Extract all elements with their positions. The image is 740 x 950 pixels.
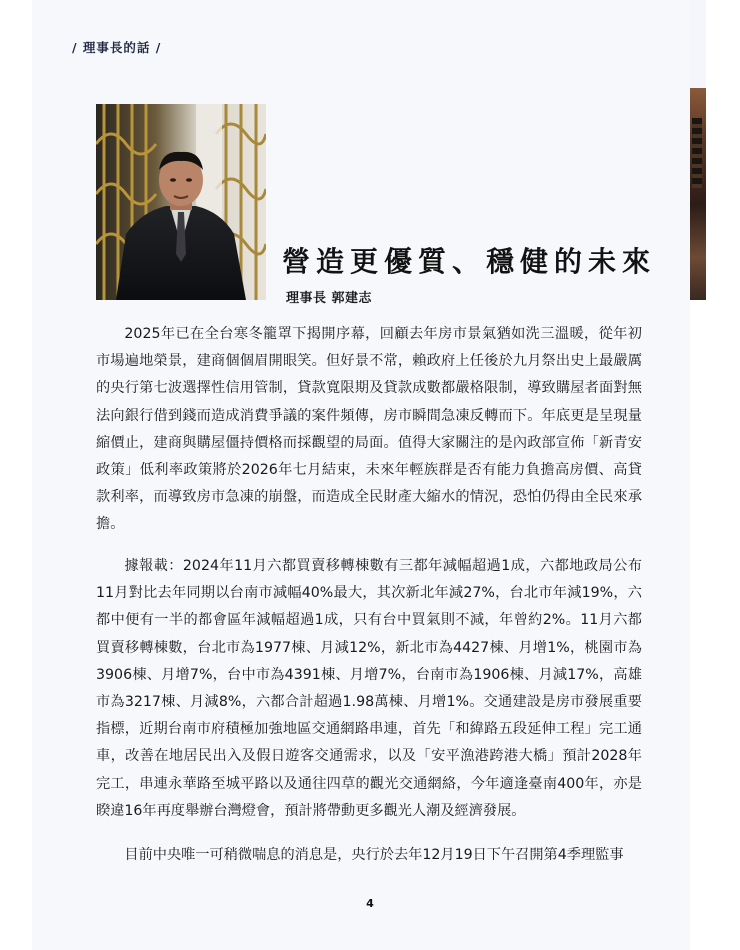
page-number: 4 xyxy=(366,897,374,910)
paragraph-2: 據報載：2024年11月六都買賣移轉棟數有三都年減幅超過1成，六都地政局公布11月對比去年同期以台南市減幅40%最大，其次新北年減27%，台北市年減19%，六都中便有一半的都會區年減幅超過1成，只有台中買氣則不減，年曾約2%。11月六都買賣移轉棟數，台北市為1977棟、月減12%，新北市為4427棟、月增1%，桃園市為3906棟、月增7%，台中市為4391棟、月增7%，台南市為1906棟、月減17%，高雄市為3217棟、月減8%，六都合計超過1.98萬棟、月增1%。交通建設是房市發展重要指標，近期台南市府積極加強地區交通網路串連，首先「和緯路五段延伸工程」完工通車，改善在地居民出入及假日遊客交通需求，以及「安平漁港跨港大橋」預計2028年完工，串連永華路至城平路以及通往四草的觀光交通網絡，今年適逢臺南400年，亦是睽違16年再度舉辦台灣燈會，預計將帶動更多觀光人潮及經濟發展。 xyxy=(96,558,642,819)
article-title: 營造更優質、穩健的未來 xyxy=(282,245,657,278)
article-author: 理事長 郭建志 xyxy=(286,291,373,306)
adjacent-page-photo-strip xyxy=(690,88,706,300)
adjacent-page-edge xyxy=(690,0,706,88)
paragraph-1: 2025年已在全台寒冬籠罩下揭開序幕，回顧去年房市景氣猶如洗三溫暖，從年初市場遍地榮景，建商個個眉開眼笑。但好景不常，賴政府上任後於九月祭出史上最嚴厲的央行第七波選擇性信用管制，貸款寬限期及貸款成數都嚴格限制，導致購屋者面對無法向銀行借到錢而造成消費爭議的案件頻傳，房市瞬間急凍反轉而下。年底更是呈現量縮價止，建商與購屋僵持價格而採觀望的局面。值得大家關注的是內政部宣佈「新青安政策」低利率政策將於2026年七月結束，未來年輕族群是否有能力負擔高房價、高貸款利率，而導致房市急凍的崩盤，而造成全民財產大縮水的情況，恐怕仍得由全民來承擔。 xyxy=(96,326,642,533)
section-tag: / 理事長的話 / xyxy=(72,40,162,55)
paragraph-3: 目前中央唯一可稍微喘息的消息是，央行於去年12月19日下午召開第4季理監事 xyxy=(124,847,624,863)
chairman-portrait-photo xyxy=(96,104,266,300)
